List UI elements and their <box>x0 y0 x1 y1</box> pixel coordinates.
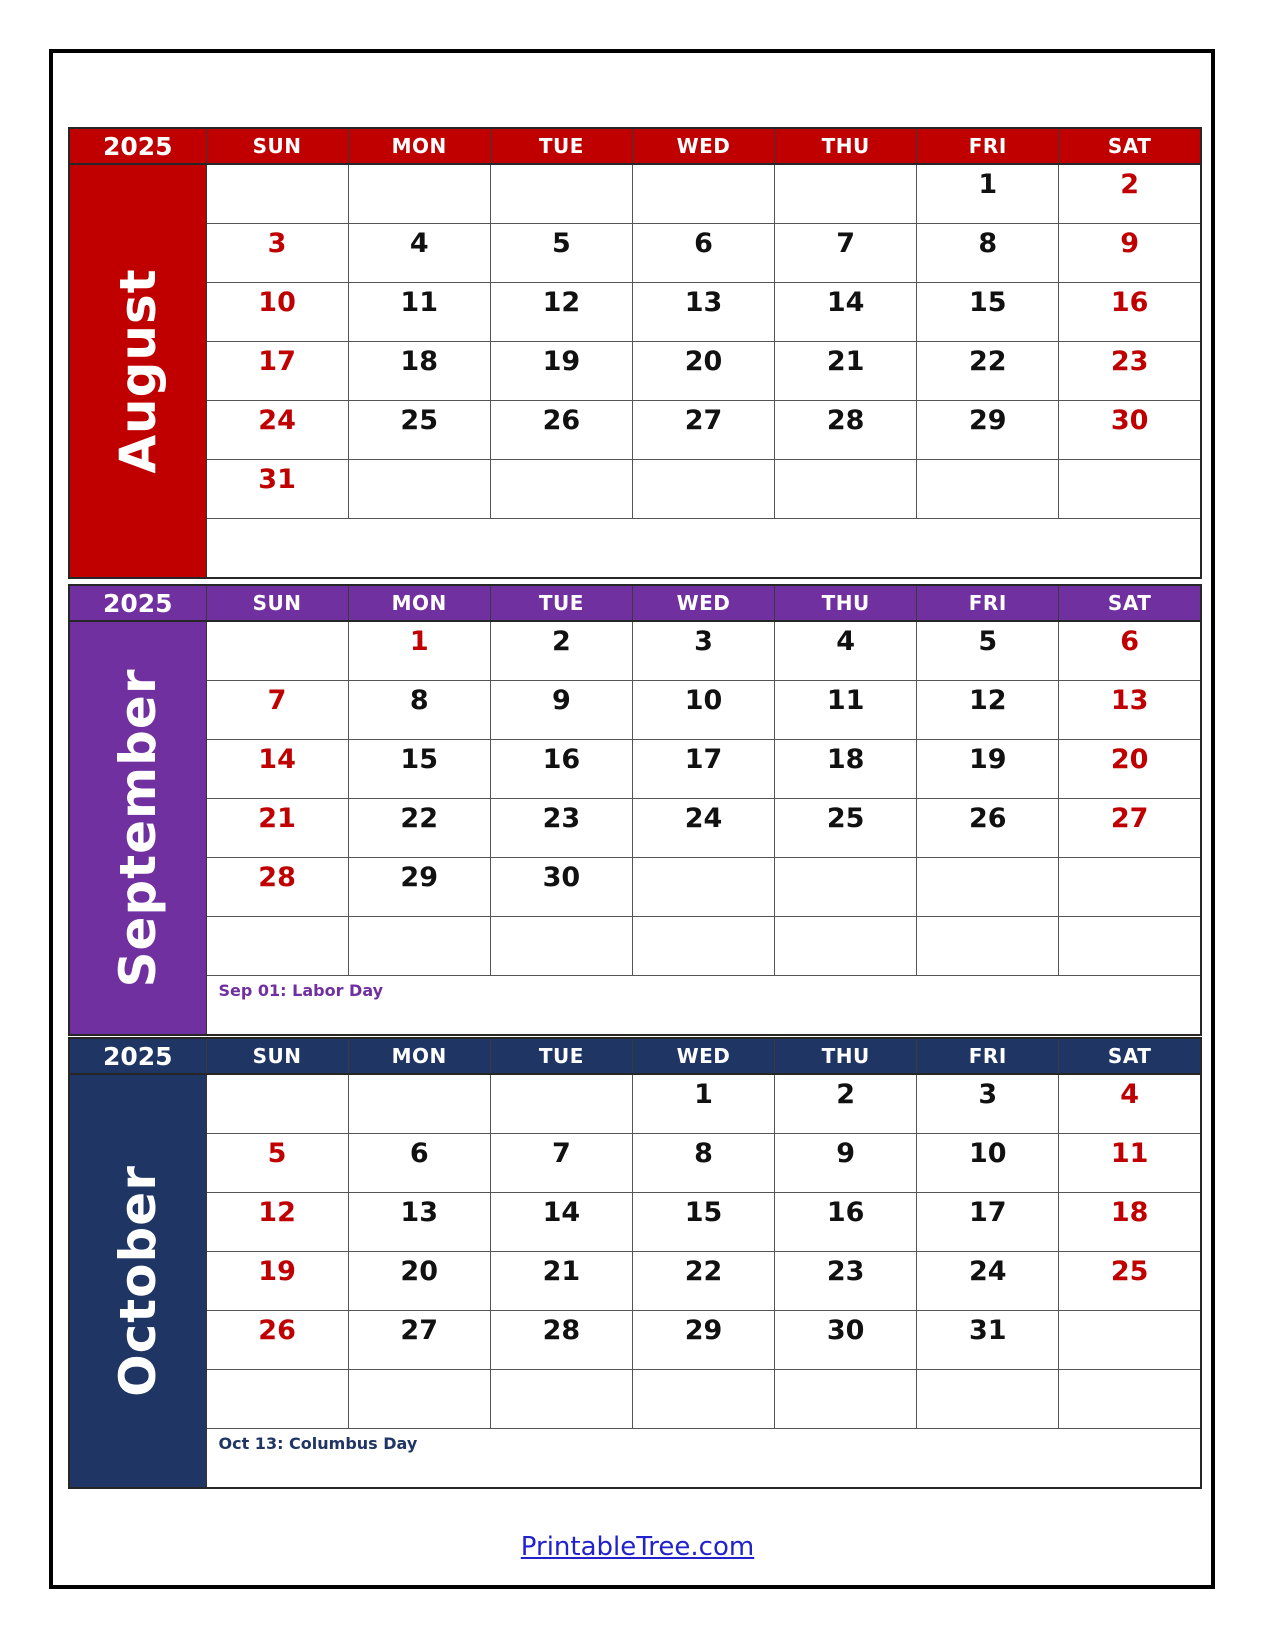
day-september-29: 29 <box>348 858 490 917</box>
day-header-sat: SAT <box>1059 1038 1201 1074</box>
day-header-fri: FRI <box>917 585 1059 621</box>
day-september-21: 21 <box>206 799 348 858</box>
day-august-15: 15 <box>917 283 1059 342</box>
day-october-20: 20 <box>348 1252 490 1311</box>
day-cell-empty <box>490 460 632 519</box>
day-august-8: 8 <box>917 224 1059 283</box>
day-cell-empty <box>775 460 917 519</box>
day-september-12: 12 <box>917 681 1059 740</box>
day-october-24: 24 <box>917 1252 1059 1311</box>
day-august-16: 16 <box>1059 283 1201 342</box>
day-september-18: 18 <box>775 740 917 799</box>
day-september-8: 8 <box>348 681 490 740</box>
day-cell-empty <box>206 164 348 224</box>
day-header-mon: MON <box>348 1038 490 1074</box>
day-cell-empty <box>348 917 490 976</box>
day-september-4: 4 <box>775 621 917 681</box>
day-september-16: 16 <box>490 740 632 799</box>
month-name-label: September <box>108 668 167 988</box>
day-header-fri: FRI <box>917 128 1059 164</box>
day-header-wed: WED <box>632 585 774 621</box>
day-cell-empty <box>1059 858 1201 917</box>
day-october-18: 18 <box>1059 1193 1201 1252</box>
day-header-thu: THU <box>775 585 917 621</box>
day-cell-empty <box>348 164 490 224</box>
day-cell-empty <box>632 460 774 519</box>
day-august-24: 24 <box>206 401 348 460</box>
day-header-sun: SUN <box>206 128 348 164</box>
day-august-25: 25 <box>348 401 490 460</box>
footer-link[interactable]: PrintableTree.com <box>520 1532 755 1562</box>
day-cell-empty <box>1059 1311 1201 1370</box>
month-name-block <box>69 164 206 578</box>
day-header-wed: WED <box>632 1038 774 1074</box>
day-header-thu: THU <box>775 128 917 164</box>
day-august-20: 20 <box>632 342 774 401</box>
day-october-2: 2 <box>775 1074 917 1134</box>
day-september-17: 17 <box>632 740 774 799</box>
day-header-thu: THU <box>775 1038 917 1074</box>
day-october-12: 12 <box>206 1193 348 1252</box>
day-cell-empty <box>632 1370 774 1429</box>
day-cell-empty <box>775 917 917 976</box>
day-october-17: 17 <box>917 1193 1059 1252</box>
day-august-31: 31 <box>206 460 348 519</box>
day-august-27: 27 <box>632 401 774 460</box>
day-cell-empty <box>348 460 490 519</box>
day-august-4: 4 <box>348 224 490 283</box>
day-september-20: 20 <box>1059 740 1201 799</box>
day-cell-empty <box>917 1370 1059 1429</box>
day-cell-empty <box>206 1074 348 1134</box>
day-cell-empty <box>917 858 1059 917</box>
day-august-23: 23 <box>1059 342 1201 401</box>
day-header-sun: SUN <box>206 1038 348 1074</box>
day-october-30: 30 <box>775 1311 917 1370</box>
day-october-14: 14 <box>490 1193 632 1252</box>
day-october-26: 26 <box>206 1311 348 1370</box>
day-header-tue: TUE <box>490 128 632 164</box>
day-october-15: 15 <box>632 1193 774 1252</box>
day-august-6: 6 <box>632 224 774 283</box>
day-september-2: 2 <box>490 621 632 681</box>
day-cell-empty <box>348 1370 490 1429</box>
day-cell-empty <box>1059 917 1201 976</box>
day-cell-empty <box>917 460 1059 519</box>
month-calendar-september <box>68 584 1202 1036</box>
day-september-24: 24 <box>632 799 774 858</box>
footer <box>0 1532 1275 1562</box>
day-october-31: 31 <box>917 1311 1059 1370</box>
day-october-3: 3 <box>917 1074 1059 1134</box>
day-october-19: 19 <box>206 1252 348 1311</box>
day-cell-empty <box>490 1370 632 1429</box>
day-august-5: 5 <box>490 224 632 283</box>
day-august-12: 12 <box>490 283 632 342</box>
day-october-16: 16 <box>775 1193 917 1252</box>
day-august-7: 7 <box>775 224 917 283</box>
month-name-block <box>69 1074 206 1488</box>
day-october-9: 9 <box>775 1134 917 1193</box>
day-august-18: 18 <box>348 342 490 401</box>
day-header-sun: SUN <box>206 585 348 621</box>
day-september-23: 23 <box>490 799 632 858</box>
holiday-note: Oct 13: Columbus Day <box>206 1429 1201 1489</box>
day-september-13: 13 <box>1059 681 1201 740</box>
year-label: 2025 <box>69 585 206 621</box>
day-september-14: 14 <box>206 740 348 799</box>
day-october-29: 29 <box>632 1311 774 1370</box>
day-cell-empty <box>490 917 632 976</box>
day-august-26: 26 <box>490 401 632 460</box>
day-august-2: 2 <box>1059 164 1201 224</box>
day-cell-empty <box>632 917 774 976</box>
month-name-label: August <box>108 268 167 474</box>
day-cell-empty <box>775 164 917 224</box>
day-header-tue: TUE <box>490 1038 632 1074</box>
holiday-note: Sep 01: Labor Day <box>206 976 1201 1036</box>
day-cell-empty <box>775 858 917 917</box>
day-october-13: 13 <box>348 1193 490 1252</box>
day-september-19: 19 <box>917 740 1059 799</box>
day-october-10: 10 <box>917 1134 1059 1193</box>
day-august-14: 14 <box>775 283 917 342</box>
day-header-sat: SAT <box>1059 128 1201 164</box>
day-october-28: 28 <box>490 1311 632 1370</box>
day-cell-empty <box>632 164 774 224</box>
day-september-27: 27 <box>1059 799 1201 858</box>
day-october-22: 22 <box>632 1252 774 1311</box>
day-october-5: 5 <box>206 1134 348 1193</box>
day-september-3: 3 <box>632 621 774 681</box>
day-september-15: 15 <box>348 740 490 799</box>
day-september-30: 30 <box>490 858 632 917</box>
month-name-label: October <box>108 1165 167 1397</box>
day-august-11: 11 <box>348 283 490 342</box>
day-header-tue: TUE <box>490 585 632 621</box>
day-august-21: 21 <box>775 342 917 401</box>
day-august-9: 9 <box>1059 224 1201 283</box>
day-september-10: 10 <box>632 681 774 740</box>
day-cell-empty <box>348 1074 490 1134</box>
year-label: 2025 <box>69 1038 206 1074</box>
day-october-1: 1 <box>632 1074 774 1134</box>
day-october-11: 11 <box>1059 1134 1201 1193</box>
holiday-note <box>206 519 1201 579</box>
year-label: 2025 <box>69 128 206 164</box>
day-cell-empty <box>206 621 348 681</box>
day-august-19: 19 <box>490 342 632 401</box>
day-september-22: 22 <box>348 799 490 858</box>
day-cell-empty <box>206 917 348 976</box>
day-october-27: 27 <box>348 1311 490 1370</box>
day-october-8: 8 <box>632 1134 774 1193</box>
day-header-mon: MON <box>348 128 490 164</box>
day-cell-empty <box>490 164 632 224</box>
day-october-25: 25 <box>1059 1252 1201 1311</box>
day-september-28: 28 <box>206 858 348 917</box>
day-october-23: 23 <box>775 1252 917 1311</box>
day-august-1: 1 <box>917 164 1059 224</box>
day-august-17: 17 <box>206 342 348 401</box>
day-header-wed: WED <box>632 128 774 164</box>
day-cell-empty <box>775 1370 917 1429</box>
day-september-6: 6 <box>1059 621 1201 681</box>
day-october-4: 4 <box>1059 1074 1201 1134</box>
day-cell-empty <box>206 1370 348 1429</box>
day-october-6: 6 <box>348 1134 490 1193</box>
day-august-10: 10 <box>206 283 348 342</box>
day-september-9: 9 <box>490 681 632 740</box>
day-cell-empty <box>632 858 774 917</box>
day-august-22: 22 <box>917 342 1059 401</box>
day-august-28: 28 <box>775 401 917 460</box>
day-october-21: 21 <box>490 1252 632 1311</box>
day-september-5: 5 <box>917 621 1059 681</box>
day-header-mon: MON <box>348 585 490 621</box>
day-september-1: 1 <box>348 621 490 681</box>
day-october-7: 7 <box>490 1134 632 1193</box>
day-september-11: 11 <box>775 681 917 740</box>
day-august-3: 3 <box>206 224 348 283</box>
month-name-block <box>69 621 206 1035</box>
day-cell-empty <box>490 1074 632 1134</box>
day-header-sat: SAT <box>1059 585 1201 621</box>
day-cell-empty <box>917 917 1059 976</box>
day-september-26: 26 <box>917 799 1059 858</box>
day-cell-empty <box>1059 1370 1201 1429</box>
day-september-25: 25 <box>775 799 917 858</box>
day-september-7: 7 <box>206 681 348 740</box>
month-calendar-october <box>68 1037 1202 1489</box>
month-calendar-august <box>68 127 1202 579</box>
day-august-29: 29 <box>917 401 1059 460</box>
day-cell-empty <box>1059 460 1201 519</box>
day-august-30: 30 <box>1059 401 1201 460</box>
day-header-fri: FRI <box>917 1038 1059 1074</box>
day-august-13: 13 <box>632 283 774 342</box>
